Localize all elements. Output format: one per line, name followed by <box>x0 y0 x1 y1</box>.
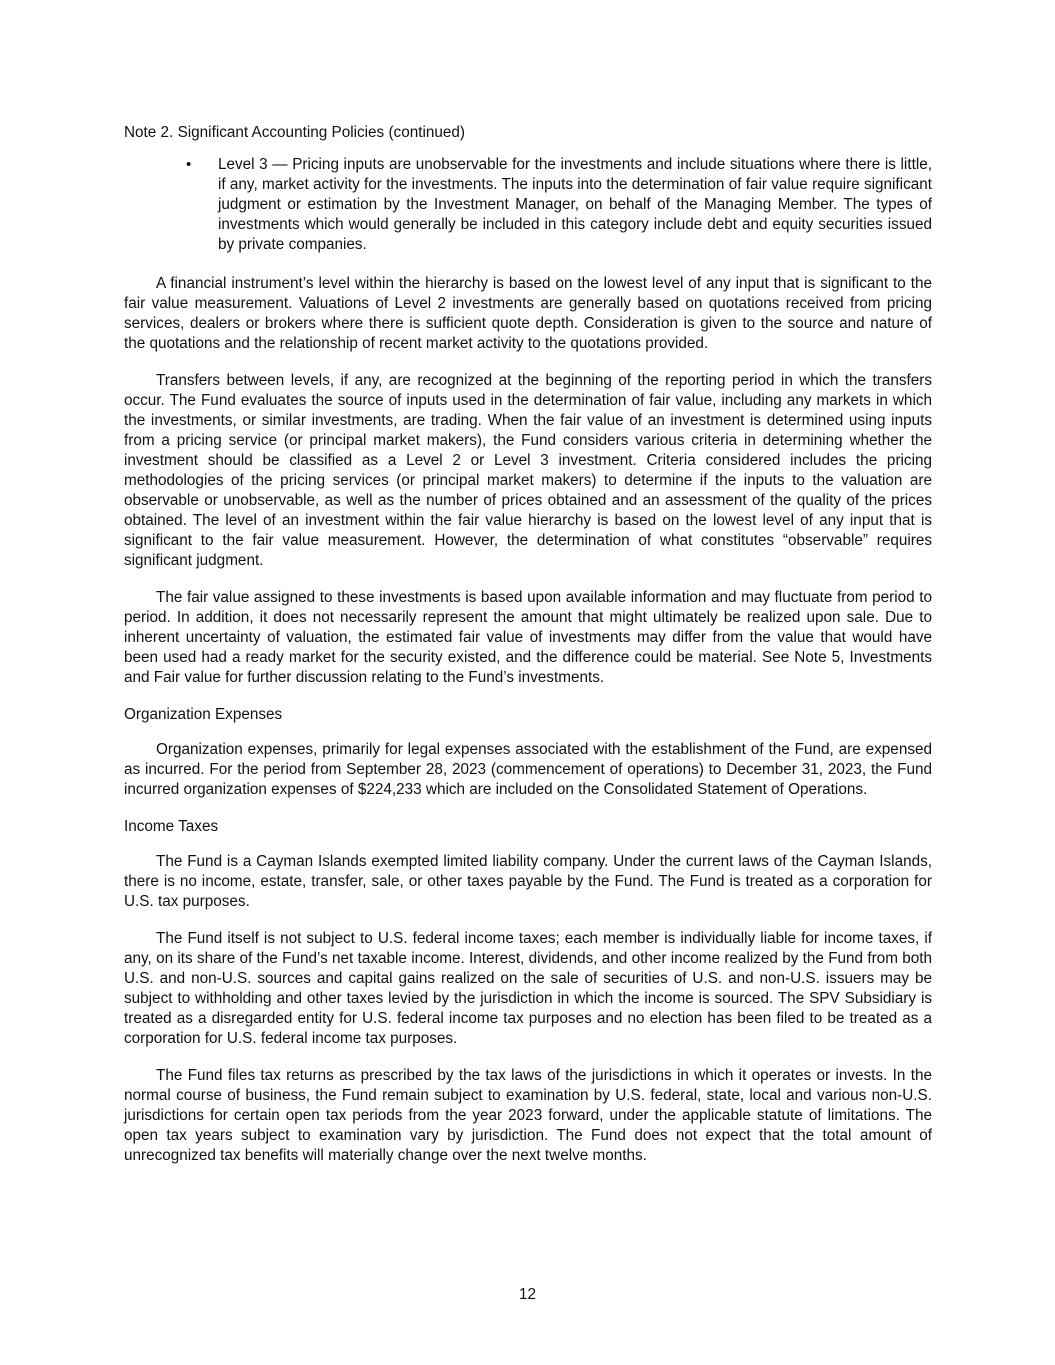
hierarchy-level-paragraph: A financial instrument’s level within the hierarchy is based on the lowest level of any input that is significant to the fair value measurement. Valuations of Level 2 investments are generally based on quotations received from pricing services, dealers or brokers where there is sufficient quote depth. Consideration is given to the source and nature of the quotations and the relationship of recent market activity to the quotations provided. <box>124 275 932 352</box>
tax-returns-paragraph: The Fund files tax returns as prescribed by the tax laws of the jurisdictions in which it operates or invests. In the normal course of business, the Fund remain subject to examination by U.S. federal, state, local and various non-U.S. jurisdictions for certain open tax periods from the year 2023 forward, under the applicable statute of limitations. The open tax years subject to examination vary by jurisdiction. The Fund does not expect that the total amount of unrecognized tax benefits will materially change over the next twelve months. <box>124 1067 932 1164</box>
cayman-tax-paragraph: The Fund is a Cayman Islands exempted limited liability company. Under the current laws of the Cayman Islands, there is no income, estate, transfer, sale, or other taxes payable by the Fund. The Fund is treated as a corporation for U.S. tax purposes. <box>124 853 932 910</box>
level-3-bullet-item <box>124 155 932 255</box>
note-heading: Note 2. Significant Accounting Policies (continued) <box>124 124 465 141</box>
fair-value-paragraph: The fair value assigned to these investments is based upon available information and may fluctuate from period to period. In addition, it does not necessarily represent the amount that might ultimately be realized upon sale. Due to inherent uncertainty of valuation, the estimated fair value of investments may differ from the value that would have been used had a ready market for the security existed, and the difference could be material. See Note 5, Investments and Fair value for further discussion relating to the Fund’s investments. <box>124 589 932 686</box>
bullet-icon: • <box>186 156 192 173</box>
level-3-description: Level 3 — Pricing inputs are unobservable for the investments and include situations where there is little, if any, market activity for the investments. The inputs into the determination of fair value require significant judgment or estimation by the Investment Manager, on behalf of the Managing Member. The types of investments which would generally be included in this category include debt and equity securities issued by private companies. <box>218 156 932 253</box>
organization-expenses-heading: Organization Expenses <box>124 706 283 723</box>
federal-tax-paragraph: The Fund itself is not subject to U.S. federal income taxes; each member is individually liable for income taxes, if any, on its share of the Fund’s net taxable income. Interest, dividends, and other income realized by the Fund from both U.S. and non-U.S. sources and capital gains realized on the sale of securities of U.S. and non-U.S. issuers may be subject to withholding and other taxes levied by the jurisdiction in which the income is sourced. The SPV Subsidiary is treated as a disregarded entity for U.S. federal income tax purposes and no election has been filed to be treated as a corporation for U.S. federal income tax purposes. <box>124 930 932 1047</box>
organization-expenses-paragraph: Organization expenses, primarily for legal expenses associated with the establishment of the Fund, are expensed as incurred. For the period from September 28, 2023 (commencement of operations) to December 31, 2023, the Fund incurred organization expenses of $224,233 which are included on the Consolidated Statement of Operations. <box>124 741 932 798</box>
document-body <box>124 123 932 1166</box>
transfers-paragraph: Transfers between levels, if any, are recognized at the beginning of the reporting period in which the transfers occur. The Fund evaluates the source of inputs used in the determination of fair value, including any markets in which the investments, or similar investments, are trading. When the fair value of an investment is determined using inputs from a pricing service (or principal market makers), the Fund considers various criteria in determining whether the investment should be classified as a Level 2 or Level 3 investment. Criteria considered includes the pricing methodologies of the pricing services (or principal market makers) to determine if the inputs to the valuation are observable or unobservable, as well as the number of prices obtained and an assessment of the quality of the prices obtained. The level of an investment within the fair value hierarchy is based on the lowest level of any input that is significant to the fair value measurement. However, the determination of what constitutes “observable” requires significant judgment. <box>124 372 932 569</box>
income-taxes-heading: Income Taxes <box>124 818 219 835</box>
page-number: 12 <box>518 1286 536 1303</box>
